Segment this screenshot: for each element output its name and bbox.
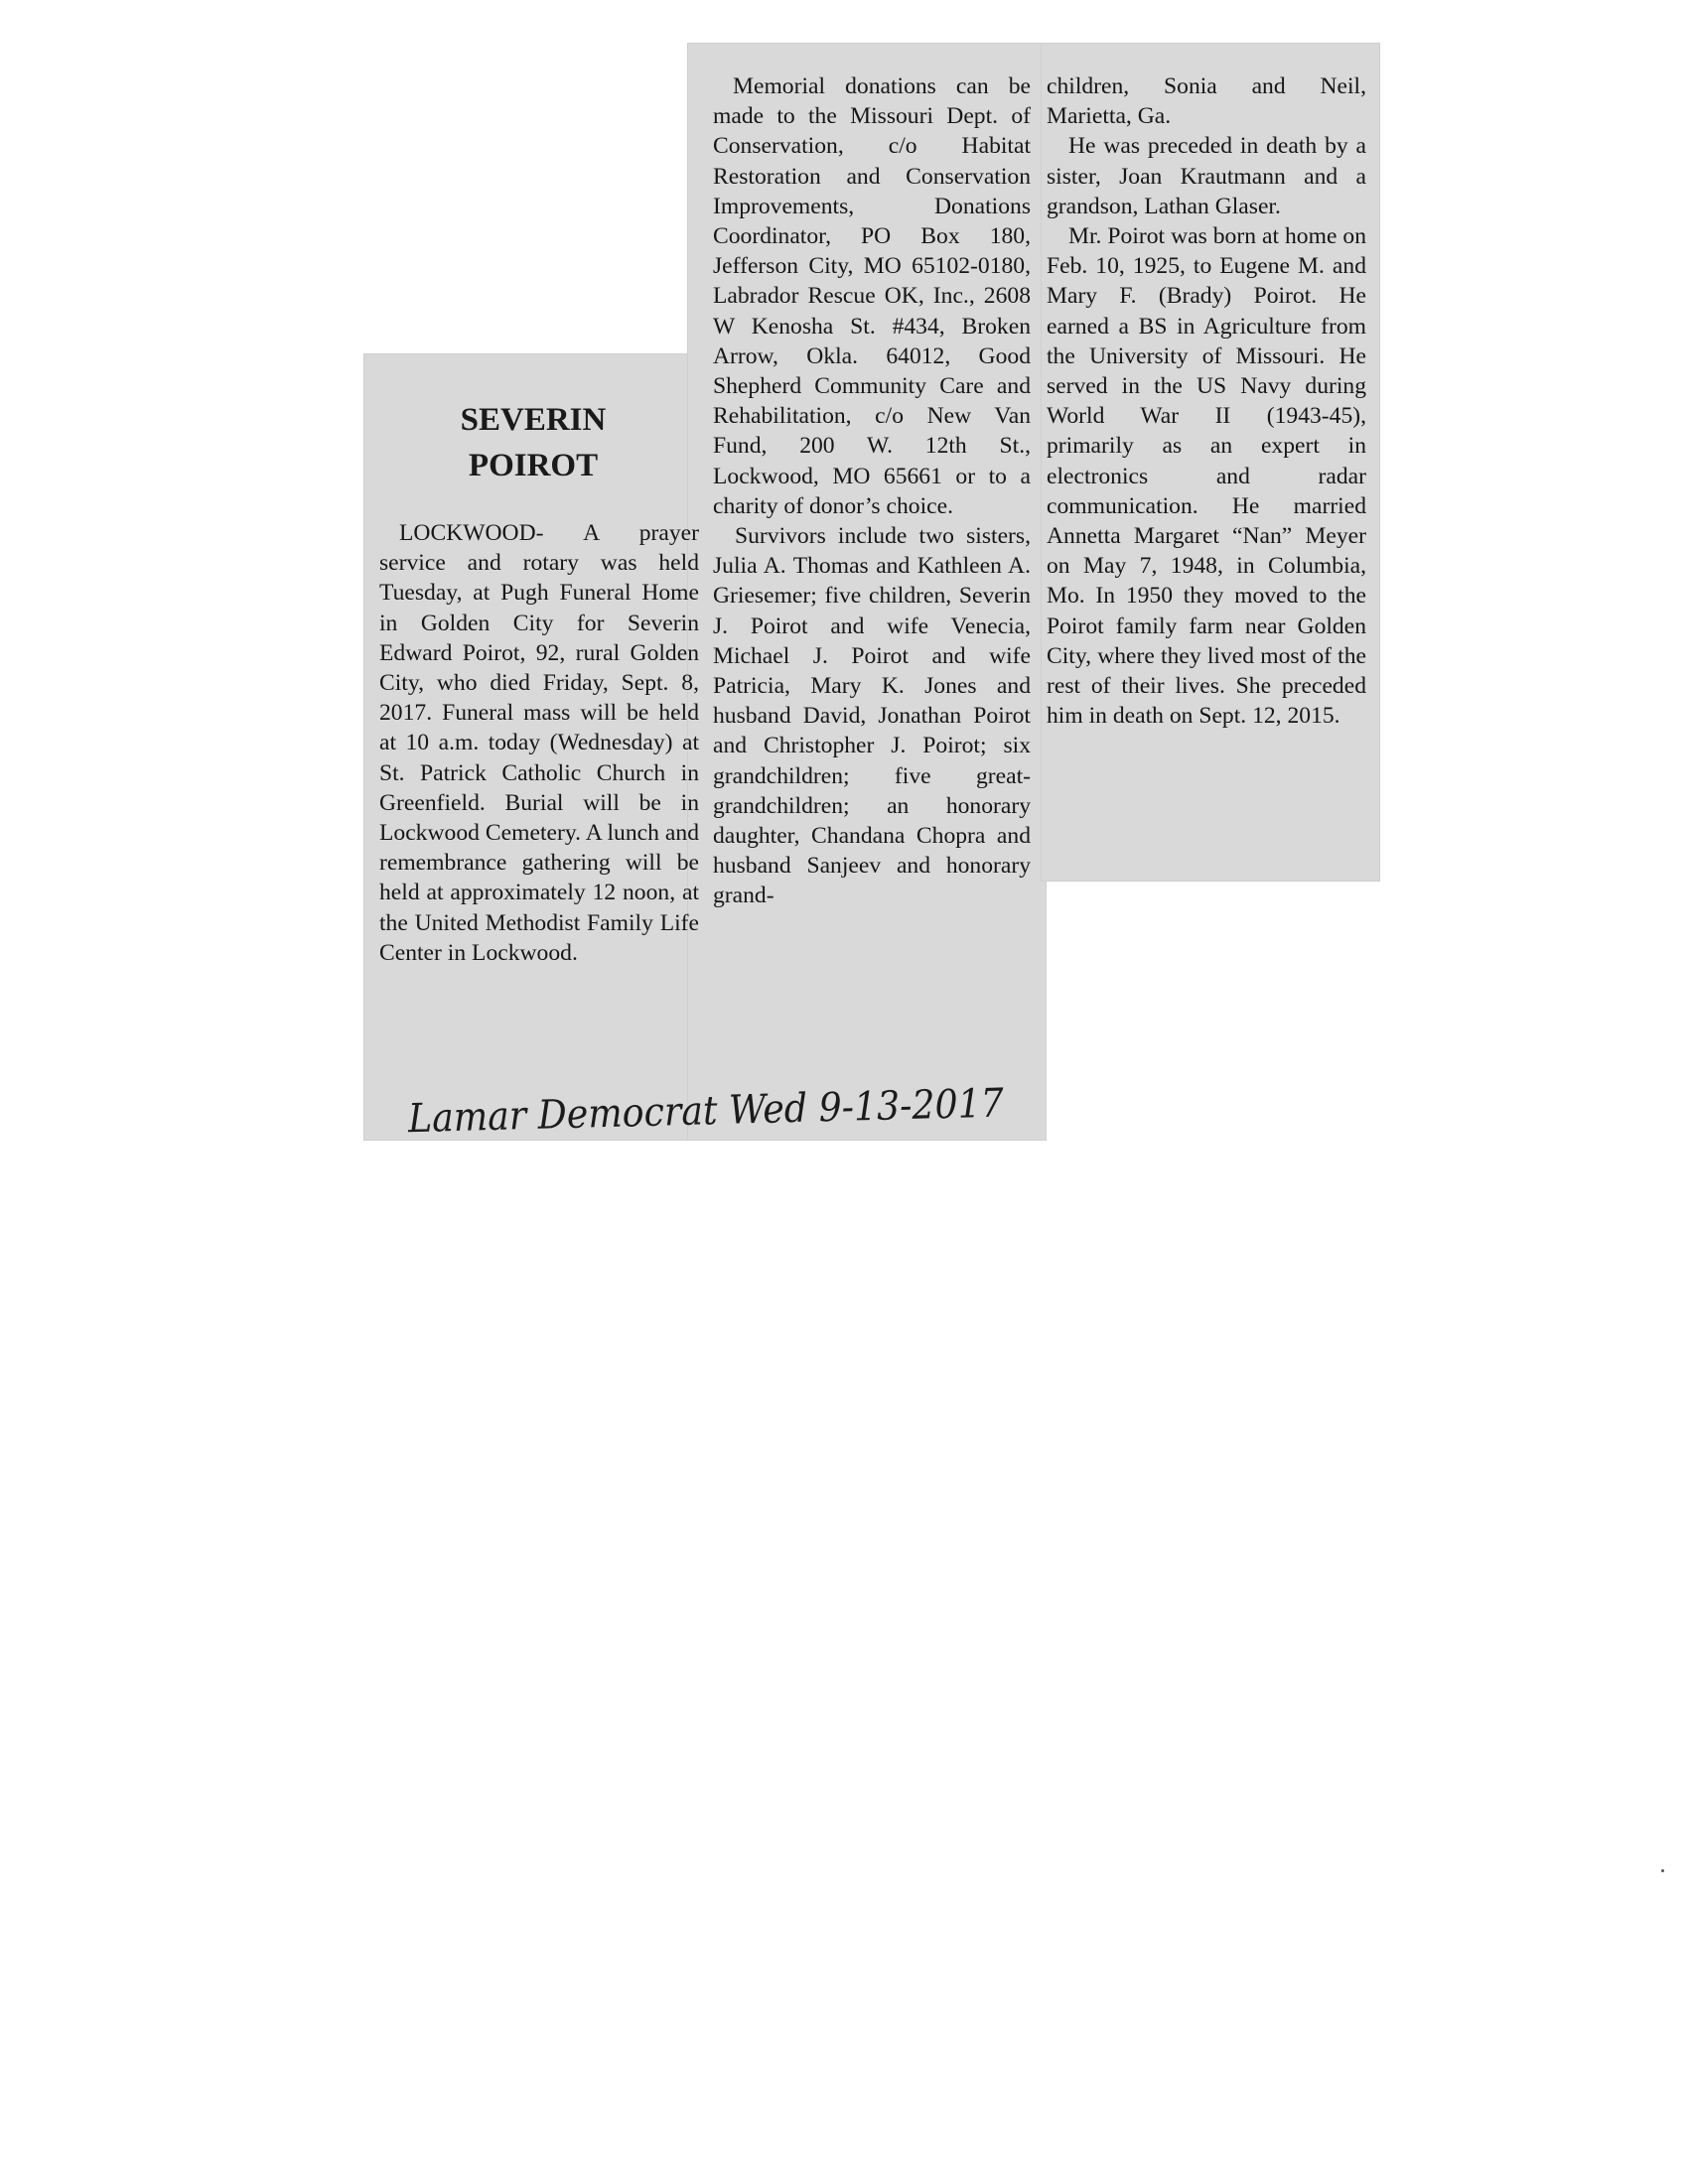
obituary-column-3 <box>1047 71 1366 731</box>
obituary-column-2 <box>713 71 1031 911</box>
paragraph-memorial-donations: Memorial donations can be made to the Missouri Dept. of Conservation, c/o Habitat Restoration and Conservation Improvements, Donations Coordinator, PO Box 180, Jefferson City, MO 65102-0180, Labrador Rescue OK, Inc., 2608 W Kenosha St. #434, Broken Arrow, Okla. 64012, Good Shepherd Community Care and Rehabilitation, c/o New Van Fund, 200 W. 12th St., Lockwood, MO 65661 or to a charity of donor’s choice. <box>713 73 1031 519</box>
handwritten-source-note <box>402 1080 1038 1150</box>
paragraph-survivors: Survivors include two sisters, Julia A. Thomas and Kathleen A. Griesemer; five children, Severin J. Poirot and wife Venecia, Michael J. Poirot and wife Patricia, Mary K. Jones and husband David, Jonathan Poirot and Christopher J. Poirot; six grandchildren; five great-grandchildren; an honorary daughter, Chandana Chopra and husband Sanjeev and honorary grand- <box>713 523 1031 909</box>
headline-line-2: POIROT <box>468 448 599 483</box>
handwritten-note-image <box>402 1080 1038 1150</box>
paragraph-service-details: LOCKWOOD- A prayer service and rotary was held Tuesday, at Pugh Funeral Home in Golden City for Severin Edward Poirot, 92, rural Golden City, who died Friday, Sept. 8, 2017. Funeral mass will be held at 10 a.m. today (Wednesday) at St. Patrick Catholic Church in Greenfield. Burial will be in Lockwood Cemetery. A lunch and remembrance gathering will be held at approximately 12 noon, at the United Methodist Family Life Center in Lockwood. <box>379 520 699 966</box>
handwritten-note-text: Lamar Democrat Wed 9-13-2017 <box>407 1080 1038 1143</box>
headline-line-1: SEVERIN <box>460 402 607 438</box>
scan-speck <box>1661 1869 1664 1872</box>
paragraph-survivors-continued: children, Sonia and Neil, Marietta, Ga. <box>1047 73 1366 130</box>
paragraph-preceded-in-death: He was preceded in death by a sister, Joan Krautmann and a grandson, Lathan Glaser. <box>1047 133 1366 219</box>
obituary-column-1 <box>379 518 699 968</box>
obituary-headline <box>379 397 687 488</box>
paragraph-biography: Mr. Poirot was born at home on Feb. 10, 1925, to Eugene M. and Mary F. (Brady) Poirot. He earned a BS in Agriculture from the University of Missouri. He served in the US Navy during World War II (1943-45), primarily as an expert in electronics and radar communication. He married Annetta Margaret “Nan” Meyer on May 7, 1948, in Columbia, Mo. In 1950 they moved to the Poirot family farm near Golden City, where they lived most of the rest of their lives. She preceded him in death on Sept. 12, 2015. <box>1047 223 1366 730</box>
